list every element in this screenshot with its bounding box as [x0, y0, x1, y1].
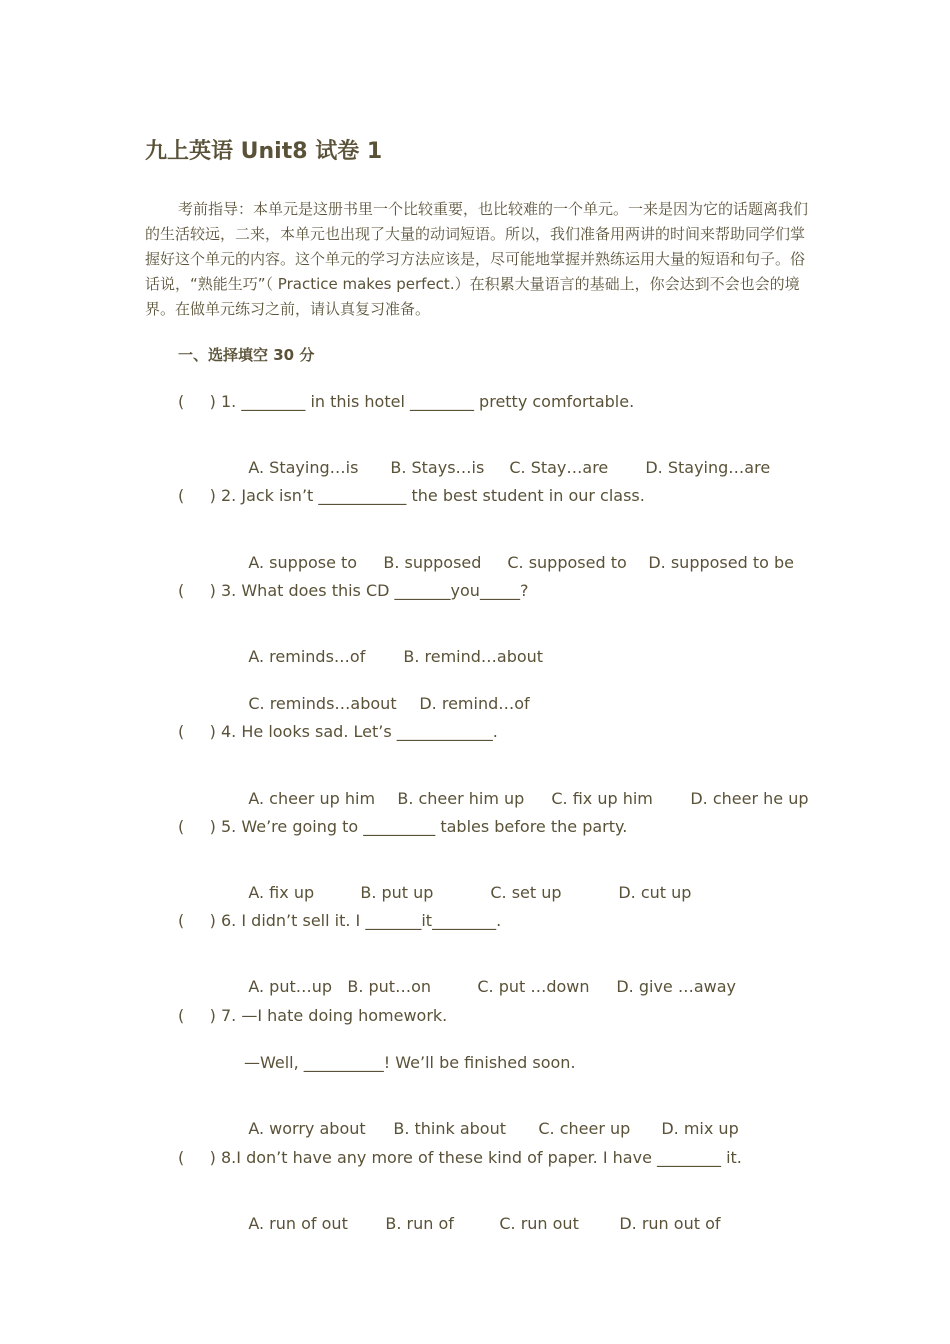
option-b: B. put up [360, 883, 434, 902]
option-b: B. think about [393, 1119, 507, 1138]
option-d: D. give …away [616, 977, 736, 996]
option-c: C. reminds…about [248, 694, 397, 713]
option-d: D. cut up [618, 883, 692, 902]
option-c: C. set up [490, 883, 562, 902]
option-c: C. run out [499, 1214, 579, 1233]
option-d: D. Staying…are [645, 458, 771, 477]
option-b: B. put…on [347, 977, 431, 996]
option-a: A. run of out [248, 1214, 348, 1233]
option-b: B. run of [385, 1214, 454, 1233]
option-c: C. Stay…are [509, 458, 609, 477]
page-title: 九上英语 Unit8 试卷 1 [145, 139, 383, 164]
question-7-stem-line2: —Well, __________! We’ll be finished soon. [244, 1053, 576, 1072]
option-a: A. fix up [248, 883, 315, 902]
question-3-stem: ( ) 3. What does this CD _______you_____? [178, 581, 529, 600]
option-d: D. run out of [619, 1214, 721, 1233]
section-heading: 一、选择填空 30 分 [178, 346, 315, 364]
question-7-stem: ( ) 7. —I hate doing homework. [178, 1006, 448, 1025]
option-a: A. Staying…is [248, 458, 359, 477]
option-d: D. cheer he up [690, 789, 809, 808]
question-2-stem: ( ) 2. Jack isn’t ___________ the best student in our class. [178, 486, 645, 505]
option-b: B. Stays…is [390, 458, 485, 477]
option-c: C. fix up him [551, 789, 653, 808]
option-b: B. remind…about [403, 647, 544, 666]
option-a: A. cheer up him [248, 789, 376, 808]
option-a: A. put…up [248, 977, 333, 996]
question-4-stem: ( ) 4. He looks sad. Let’s ____________. [178, 722, 498, 741]
option-c: C. cheer up [538, 1119, 631, 1138]
option-b: B. supposed [383, 553, 482, 572]
question-8-stem: ( ) 8.I don’t have any more of these kind of paper. I have ________ it. [178, 1148, 742, 1167]
intro-paragraph: 考前指导：本单元是这册书里一个比较重要，也比较难的一个单元。一来是因为它的话题离我们的生活较远，二来，本单元也出现了大量的动词短语。所以，我们准备用两讲的时间来帮助同学们掌握好这个单元的内容。这个单元的学习方法应该是，尽可能地掌握并熟练运用大量的短语和句子。俗话说，“熟能生巧”（ Practice makes perfect.）在积累大量语言的基础上，你会达到不会也会的境界。在做单元练习之前，请认真复习准备。 [145, 200, 809, 318]
option-d: D. supposed to be [648, 553, 794, 572]
question-8-options [228, 1195, 721, 1252]
option-c: C. supposed to [507, 553, 627, 572]
option-d: D. remind…of [419, 694, 530, 713]
question-1-stem: ( ) 1. ________ in this hotel ________ pretty comfortable. [178, 392, 635, 411]
option-b: B. cheer him up [397, 789, 525, 808]
option-a: A. worry about [248, 1119, 366, 1138]
question-6-stem: ( ) 6. I didn’t sell it. I _______it________. [178, 911, 502, 930]
option-d: D. mix up [661, 1119, 739, 1138]
option-c: C. put …down [477, 977, 590, 996]
question-5-stem: ( ) 5. We’re going to _________ tables before the party. [178, 817, 628, 836]
option-a: A. reminds…of [248, 647, 366, 666]
option-a: A. suppose to [248, 553, 358, 572]
